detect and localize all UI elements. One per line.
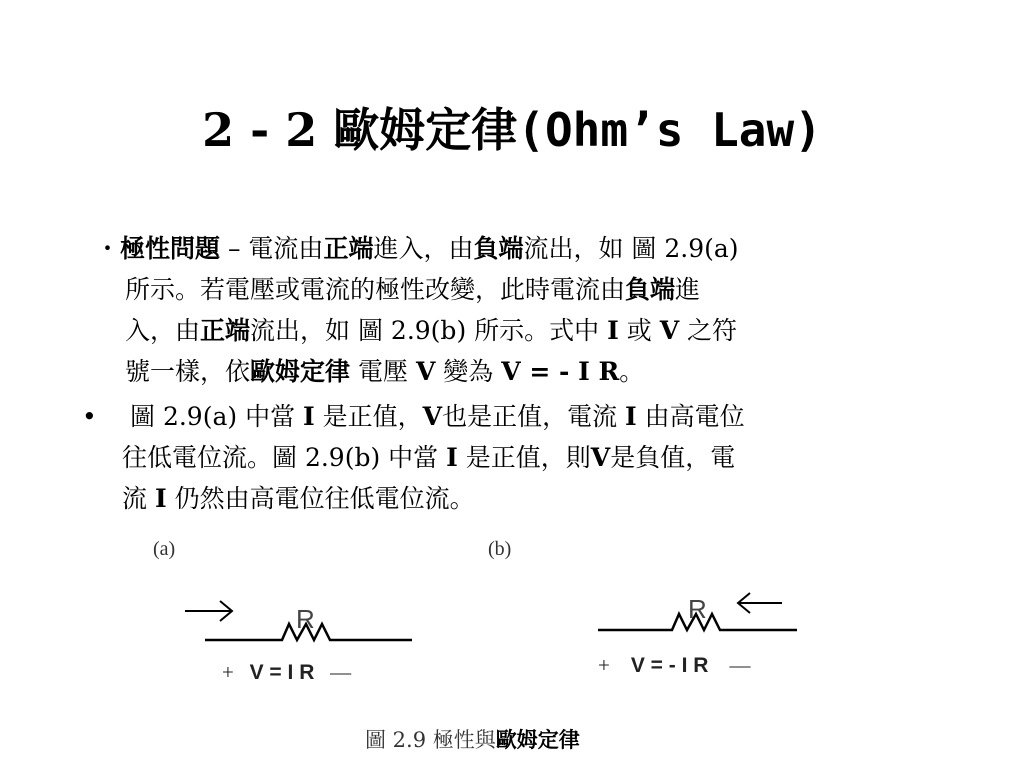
text-run: 流	[122, 484, 155, 513]
text-run: 由高電位	[636, 402, 745, 431]
minus-sign: —	[729, 653, 751, 677]
text-run: 之符	[679, 316, 738, 345]
text-run: 號一樣，依	[125, 357, 251, 386]
text-run: 所示。若電壓或電流的極性改變，此時電流由	[125, 275, 626, 304]
text-run: 進入，由	[373, 234, 474, 263]
current-arrow-right-icon	[185, 601, 232, 621]
text-run: 進	[675, 275, 701, 304]
text-run: 流出，如 圖 2.9(a)	[523, 234, 739, 263]
bullet-marker: ・	[95, 234, 121, 263]
plus-sign: +	[598, 653, 610, 677]
ohm-equation-b: V = - I R	[630, 654, 709, 677]
current-arrow-left-icon	[738, 593, 782, 613]
text-run: 流出，如 圖 2.9(b) 所示。式中	[250, 316, 608, 345]
text-run-bold: V	[415, 357, 436, 386]
resistor-b-label: R	[688, 594, 707, 624]
minus-sign: —	[330, 660, 352, 684]
text-run-bold: I	[446, 443, 458, 472]
equation-a	[222, 660, 351, 685]
caption-bold: 歐姆定律	[495, 727, 580, 752]
text-run-bold: 正端	[323, 234, 374, 263]
text-run-bold: 正端	[200, 316, 251, 345]
text-run: 也是正值，電流	[442, 402, 626, 431]
text-run: 仍然由高電位往低電位流。	[166, 484, 475, 513]
title-chinese: 歐姆定律	[333, 103, 518, 157]
text-run-bold: V	[422, 402, 443, 431]
text-run-bold: V	[659, 316, 680, 345]
text-run: 圖 2.9(a) 中當	[130, 402, 304, 431]
text-run-bold: V	[590, 443, 611, 472]
text-run-bold: 歐姆定律	[250, 357, 351, 386]
text-run-bold: 負端	[473, 234, 524, 263]
figure-b-label: (b)	[488, 538, 512, 560]
text-run: 。	[619, 357, 645, 386]
ohm-equation-a: V = I R	[249, 661, 315, 684]
text-run: – 電流由	[220, 234, 324, 263]
text-run: 往低電位流。圖 2.9(b) 中當	[122, 443, 447, 472]
text-run: 入，由	[125, 316, 201, 345]
plus-sign: +	[222, 660, 234, 684]
bullet-heading: 極性問題	[120, 234, 221, 263]
text-run: 是正值，	[314, 402, 423, 431]
equation-b	[598, 653, 750, 678]
title-english: (Ohm’s Law)	[517, 103, 822, 157]
text-run-bold: I	[625, 402, 637, 431]
text-run: 是正值，則	[457, 443, 591, 472]
title-number: 2 - 2	[202, 103, 334, 157]
text-run: 電壓	[350, 357, 416, 386]
figure-a-label: (a)	[153, 538, 176, 560]
text-run-bold: 負端	[625, 275, 676, 304]
text-run-bold: V = - I R	[501, 357, 620, 386]
figure-caption	[365, 724, 580, 754]
text-run-bold: I	[303, 402, 315, 431]
caption-prefix: 圖 2.9 極性與	[365, 728, 496, 752]
text-run-bold: I	[607, 316, 619, 345]
text-run: 或	[618, 316, 660, 345]
text-run-bold: I	[154, 484, 167, 513]
text-run: 是負值，電	[610, 443, 736, 472]
resistor-a-label: R	[296, 604, 315, 634]
bullet-marker: •	[82, 402, 97, 431]
text-run: 變為	[435, 357, 502, 386]
